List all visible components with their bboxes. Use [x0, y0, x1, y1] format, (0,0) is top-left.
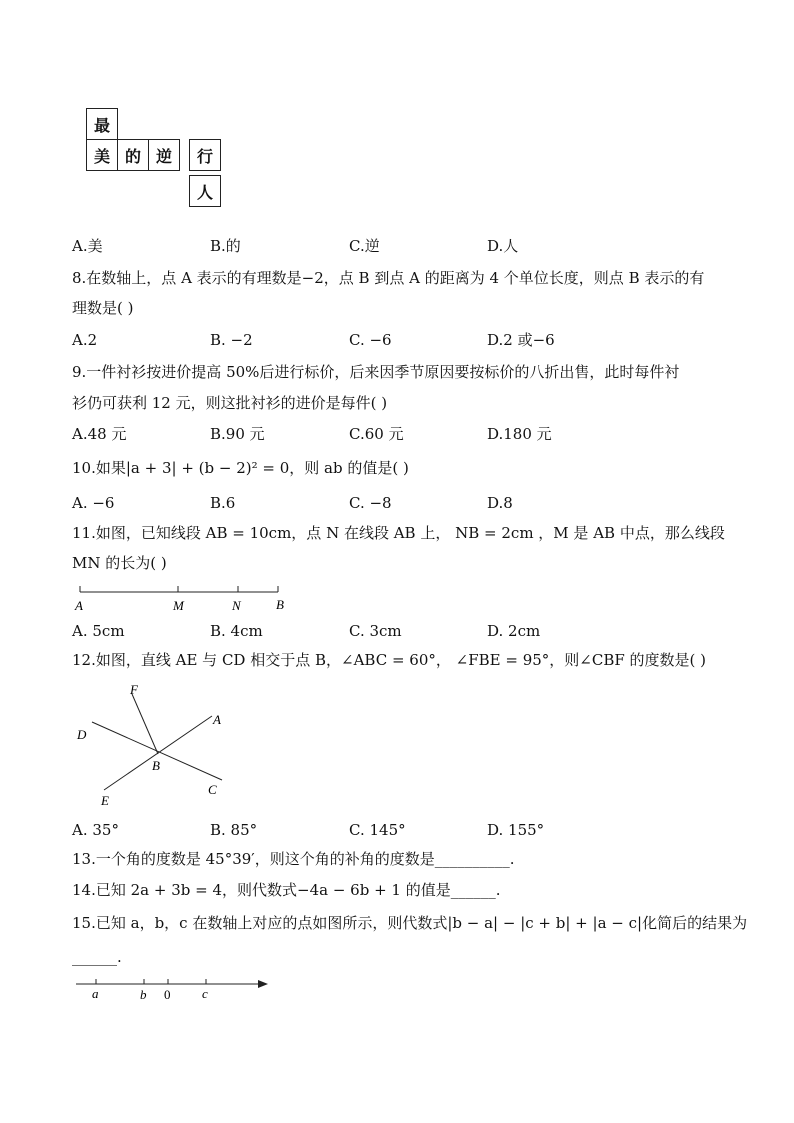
q14-stem: 14.已知 2a + 3b = 4，则代数式−4a − 6b + 1 的值是______.: [72, 881, 501, 899]
q15-stem-line2: ______.: [72, 948, 122, 966]
q7-option-c: C.逆: [349, 237, 380, 255]
q10-stem: 10.如果|a + 3| + (b − 2)² = 0，则 ab 的值是( ): [72, 459, 409, 477]
label-b: B: [276, 597, 284, 612]
label-c: C: [208, 782, 217, 797]
label-n: N: [232, 598, 241, 613]
q10-option-d: D.8: [487, 494, 513, 512]
q11-stem-line2: MN 的长为( ): [72, 554, 167, 572]
q9-option-a: A.48 元: [72, 425, 127, 443]
label-m: M: [173, 598, 184, 613]
q12-option-b: B. 85°: [210, 821, 258, 839]
label-a: a: [92, 986, 99, 1001]
label-f: F: [130, 682, 138, 697]
q10-option-c: C. −8: [349, 494, 392, 512]
q10-option-b: B.6: [210, 494, 236, 512]
label-d: D: [77, 727, 87, 742]
q9-option-c: C.60 元: [349, 425, 404, 443]
segment-diagram: [72, 582, 292, 614]
arrow-head-icon: [258, 980, 268, 988]
q8-stem-line1: 8.在数轴上，点 A 表示的有理数是−2，点 B 到点 A 的距离为 4 个单位长度，则点 B 表示的有: [72, 269, 705, 287]
q9-option-b: B.90 元: [210, 425, 265, 443]
q9-stem-line2: 衫仍可获利 12 元，则这批衬衫的进价是每件( ): [72, 394, 388, 412]
label-e: E: [101, 793, 109, 808]
q8-option-d: D.2 或−6: [487, 331, 555, 349]
label-b: b: [140, 987, 147, 1002]
q15-stem-line1: 15.已知 a，b，c 在数轴上对应的点如图所示，则代数式|b − a| − |c + b| + |a − c|化简后的结果为: [72, 914, 748, 932]
label-zero: 0: [164, 987, 171, 1002]
q12-stem: 12.如图，直线 AE 与 CD 相交于点 B，∠ABC = 60°， ∠FBE = 95°，则∠CBF 的度数是( ): [72, 651, 707, 669]
label-c: c: [202, 986, 208, 1001]
q11-stem-line1: 11.如图，已知线段 AB = 10cm，点 N 在线段 AB 上， NB = 2cm ，M 是 AB 中点，那么线段: [72, 524, 725, 542]
net-cell-ren: 人: [189, 175, 221, 207]
number-line-diagram: [72, 974, 272, 1006]
label-a: A: [75, 598, 83, 613]
q8-option-b: B. −2: [210, 331, 253, 349]
q11-option-d: D. 2cm: [487, 622, 541, 640]
q8-option-c: C. −6: [349, 331, 392, 349]
q11-option-c: C. 3cm: [349, 622, 402, 640]
net-cell-ni: 逆: [148, 139, 180, 171]
q7-option-b: B.的: [210, 237, 241, 255]
net-cell-zui: 最: [86, 108, 118, 140]
q8-option-a: A.2: [72, 331, 98, 349]
net-cell-xing: 行: [189, 139, 221, 171]
q12-option-d: D. 155°: [487, 821, 545, 839]
net-cell-de: 的: [117, 139, 149, 171]
q12-option-c: C. 145°: [349, 821, 406, 839]
net-cell-mei: 美: [86, 139, 118, 171]
q9-stem-line1: 9.一件衬衫按进价提高 50%后进行标价，后来因季节原因要按标价的八折出售，此时每件衬: [72, 363, 680, 381]
label-b: B: [152, 758, 160, 773]
q7-option-d: D.人: [487, 237, 519, 255]
line-ae: [104, 716, 212, 790]
q10-option-a: A. −6: [72, 494, 115, 512]
q11-option-b: B. 4cm: [210, 622, 263, 640]
q13-stem: 13.一个角的度数是 45°39′，则这个角的补角的度数是__________.: [72, 850, 515, 868]
q7-option-a: A.美: [72, 237, 103, 255]
q9-option-d: D.180 元: [487, 425, 552, 443]
angle-diagram: [72, 678, 242, 810]
q12-option-a: A. 35°: [72, 821, 119, 839]
label-a: A: [213, 712, 221, 727]
ray-bf: [132, 694, 158, 754]
q11-option-a: A. 5cm: [72, 622, 125, 640]
q8-stem-line2: 理数是( ): [72, 299, 134, 317]
